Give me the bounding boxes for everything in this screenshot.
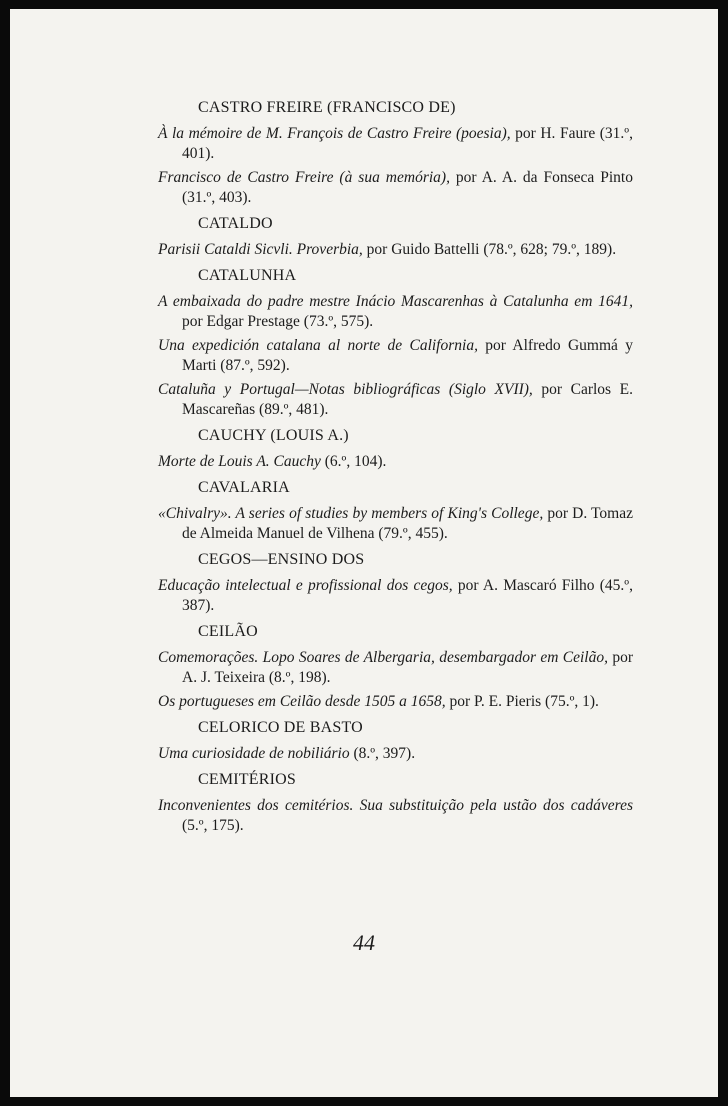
entry-reference: por A. A. da Fonseca Pinto (31.º, 403). [182, 169, 633, 206]
index-section [158, 770, 633, 836]
index-entry [158, 648, 633, 688]
index-entry [158, 452, 633, 472]
index-entry [158, 336, 633, 376]
entry-title: Una expedición catalana al norte de California, [158, 337, 478, 354]
index-section [158, 98, 633, 208]
index-entry [158, 168, 633, 208]
index-entry [158, 380, 633, 420]
index-entry [158, 692, 633, 712]
index-entry [158, 576, 633, 616]
entry-reference: por Alfredo Gummá y Marti (87.º, 592). [182, 337, 633, 374]
index-entry [158, 796, 633, 836]
index-section [158, 718, 633, 764]
entry-title: Parisii Cataldi Sicvli. Proverbia, [158, 241, 363, 258]
entry-reference: (8.º, 397). [349, 745, 416, 762]
entry-title: A embaixada do padre mestre Inácio Mascarenhas à Catalunha em 1641, [158, 293, 633, 310]
entry-reference: por P. E. Pieris (75.º, 1). [445, 693, 599, 710]
entry-reference: por A. Mascaró Filho (45.º, 387). [182, 577, 633, 614]
page-number: 44 [353, 930, 375, 955]
section-heading: CELORICO DE BASTO [198, 719, 363, 736]
entry-reference: por Carlos E. Mascareñas (89.º, 481). [182, 381, 633, 418]
entry-reference: por Edgar Prestage (73.º, 575). [182, 313, 374, 330]
entry-title: Francisco de Castro Freire (à sua memória), [158, 169, 450, 186]
index-section [158, 478, 633, 544]
index-content [158, 98, 633, 842]
index-section [158, 622, 633, 712]
entry-title: Morte de Louis A. Cauchy [158, 453, 321, 470]
index-section [158, 214, 633, 260]
entry-reference: por D. Tomaz de Almeida Manuel de Vilhena (79.º, 455). [182, 505, 633, 542]
entry-reference: por A. J. Teixeira (8.º, 198). [182, 649, 634, 686]
entry-title: Educação intelectual e profissional dos cegos, [158, 577, 453, 594]
index-entry [158, 240, 633, 260]
section-heading: CEGOS—ENSINO DOS [198, 551, 365, 568]
entry-title: À la mémoire de M. François de Castro Freire (poesia), [158, 125, 511, 142]
entry-title: «Chivalry». A series of studies by members of King's College, [158, 505, 544, 522]
entry-title: Os portugueses em Ceilão desde 1505 a 1658, [158, 693, 446, 710]
index-entry [158, 124, 633, 164]
entry-reference: por Guido Battelli (78.º, 628; 79.º, 189). [362, 241, 617, 258]
section-heading: CEMITÉRIOS [198, 771, 296, 788]
index-entry [158, 292, 633, 332]
entry-title: Comemorações. Lopo Soares de Albergaria, desembargador em Ceilão, [158, 649, 608, 666]
index-section [158, 426, 633, 472]
entry-title: Cataluña y Portugal—Notas bibliográficas (Siglo XVII), [158, 381, 533, 398]
section-heading: CATALDO [198, 215, 273, 232]
entry-reference: (5.º, 175). [182, 817, 244, 834]
section-heading: CATALUNHA [198, 267, 297, 284]
entry-title: Inconvenientes dos cemitérios. Sua substituição pela ustão dos cadáveres [158, 797, 633, 814]
section-heading: CASTRO FREIRE (FRANCISCO DE) [198, 99, 456, 116]
entry-title: Uma curiosidade de nobiliário [158, 745, 350, 762]
section-heading: CAUCHY (LOUIS A.) [198, 427, 349, 444]
entry-reference: por H. Faure (31.º, 401). [182, 125, 633, 162]
index-entry [158, 744, 633, 764]
section-heading: CAVALARIA [198, 479, 290, 496]
index-section [158, 266, 633, 420]
index-entry [158, 504, 633, 544]
index-section [158, 550, 633, 616]
entry-reference: (6.º, 104). [320, 453, 387, 470]
section-heading: CEILÃO [198, 623, 258, 640]
